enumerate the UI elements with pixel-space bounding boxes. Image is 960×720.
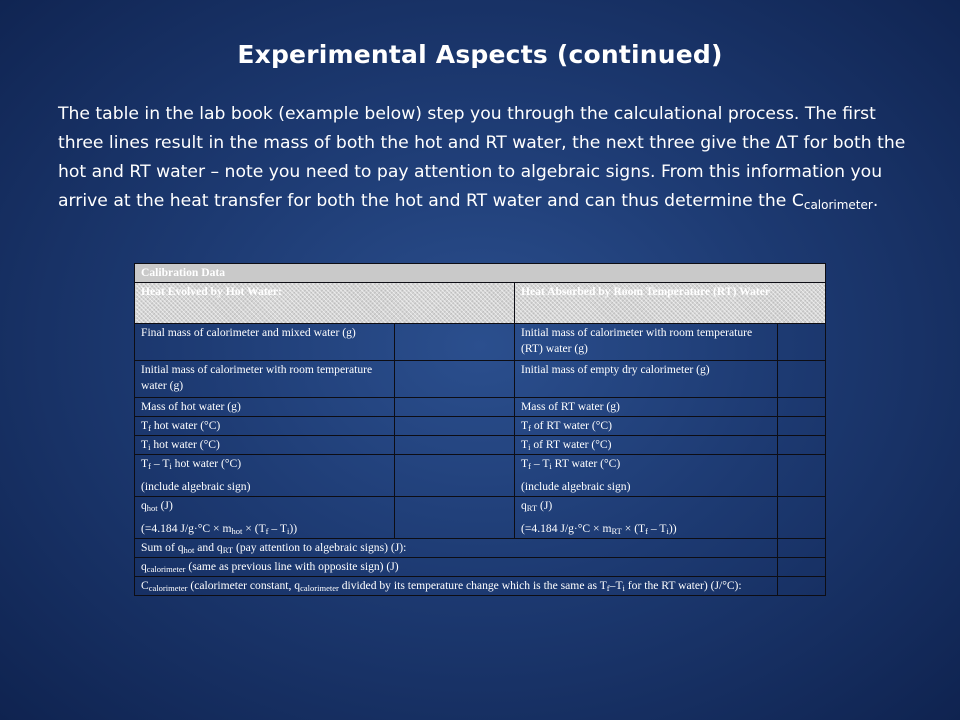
- table-row: [135, 497, 826, 539]
- table-row: [135, 324, 826, 361]
- table-row: [135, 558, 826, 577]
- rt-water-heading: Heat Absorbed by Room Temperature (RT) Water: [515, 283, 826, 324]
- value-cell[interactable]: [778, 361, 826, 398]
- value-cell[interactable]: [778, 436, 826, 455]
- hot-water-heading: Heat Evolved by Hot Water:: [135, 283, 515, 324]
- row-label-initial-mass-room: Initial mass of calorimeter with room temperature water (g): [135, 361, 395, 398]
- table-row: [135, 361, 826, 398]
- row-label-q-rt: $q_{RT}$ (J) (=4.184 $J/g\cdot^\circ C \times m_{RT} \times (T_f - T_i)$): [515, 497, 778, 539]
- paragraph-end: .: [872, 191, 879, 211]
- row-label-sum-q: Sum of $q_{hot}$ and $q_{RT}$ (pay attention to algebraic signs) (J):: [135, 539, 778, 558]
- table-row: [135, 417, 826, 436]
- row-label-tf-hot: $T_f$ hot water (°C): [135, 417, 395, 436]
- value-cell[interactable]: [778, 539, 826, 558]
- value-cell[interactable]: [778, 324, 826, 361]
- row-label-final-mass: Final mass of calorimeter and mixed water (g): [135, 324, 395, 361]
- value-cell[interactable]: [395, 324, 515, 361]
- row-label-tf-rt: $T_f$ of RT water (°C): [515, 417, 778, 436]
- row-label-dt-hot: $T_f - T_i$ hot water (°C) (include algebraic sign): [135, 455, 395, 497]
- calibration-table: [134, 263, 826, 596]
- value-cell[interactable]: [778, 455, 826, 497]
- paragraph-subscript: calorimeter: [803, 198, 873, 212]
- value-cell[interactable]: [778, 577, 826, 596]
- row-label-c-calorimeter: $C_{calorimeter}$ (calorimeter constant, $q_{calorimeter}$ divided by its temperature change which is the same as $T_f-T_i$ for the RT water) (J/°C):: [135, 577, 778, 596]
- value-cell[interactable]: [395, 436, 515, 455]
- value-cell[interactable]: [778, 398, 826, 417]
- table-row: [135, 436, 826, 455]
- row-label-q-hot: $q_{hot}$ (J) (=4.184 $J/g\cdot^\circ C \times m_{hot} \times (T_f - T_i)$): [135, 497, 395, 539]
- table-row: [135, 539, 826, 558]
- table-row: [135, 455, 826, 497]
- table-title: Calibration Data: [135, 264, 826, 283]
- table-row: [135, 398, 826, 417]
- table-row: [135, 577, 826, 596]
- table-heading-row: [135, 283, 826, 324]
- value-cell[interactable]: [395, 361, 515, 398]
- row-label-empty-calorimeter: Initial mass of empty dry calorimeter (g): [515, 361, 778, 398]
- value-cell[interactable]: [395, 417, 515, 436]
- row-label-q-calorimeter: $q_{calorimeter}$ (same as previous line with opposite sign) (J): [135, 558, 778, 577]
- row-label-mass-rt: Mass of RT water (g): [515, 398, 778, 417]
- row-label-ti-hot: $T_i$ hot water (°C): [135, 436, 395, 455]
- value-cell[interactable]: [778, 417, 826, 436]
- value-cell[interactable]: [778, 558, 826, 577]
- row-label-dt-rt: $T_f - T_i$ RT water (°C) (include algebraic sign): [515, 455, 778, 497]
- value-cell[interactable]: [395, 398, 515, 417]
- value-cell[interactable]: [395, 497, 515, 539]
- row-label-ti-rt: $T_i$ of RT water (°C): [515, 436, 778, 455]
- slide-title: Experimental Aspects (continued): [237, 40, 723, 69]
- row-label-mass-hot: Mass of hot water (g): [135, 398, 395, 417]
- intro-paragraph: [58, 100, 908, 216]
- value-cell[interactable]: [778, 497, 826, 539]
- table-header-row: [135, 264, 826, 283]
- row-label-initial-mass-rt: Initial mass of calorimeter with room temperature (RT) water (g): [515, 324, 778, 361]
- value-cell[interactable]: [395, 455, 515, 497]
- paragraph-text: The table in the lab book (example below) step you through the calculational process. The first three lines result in the mass of both the hot and RT water, the next three give the ΔT for both the hot and RT water – note you need to pay attention to algebraic signs. From this information you arrive at the heat transfer for both the hot and RT water and can thus determine the C: [58, 104, 906, 211]
